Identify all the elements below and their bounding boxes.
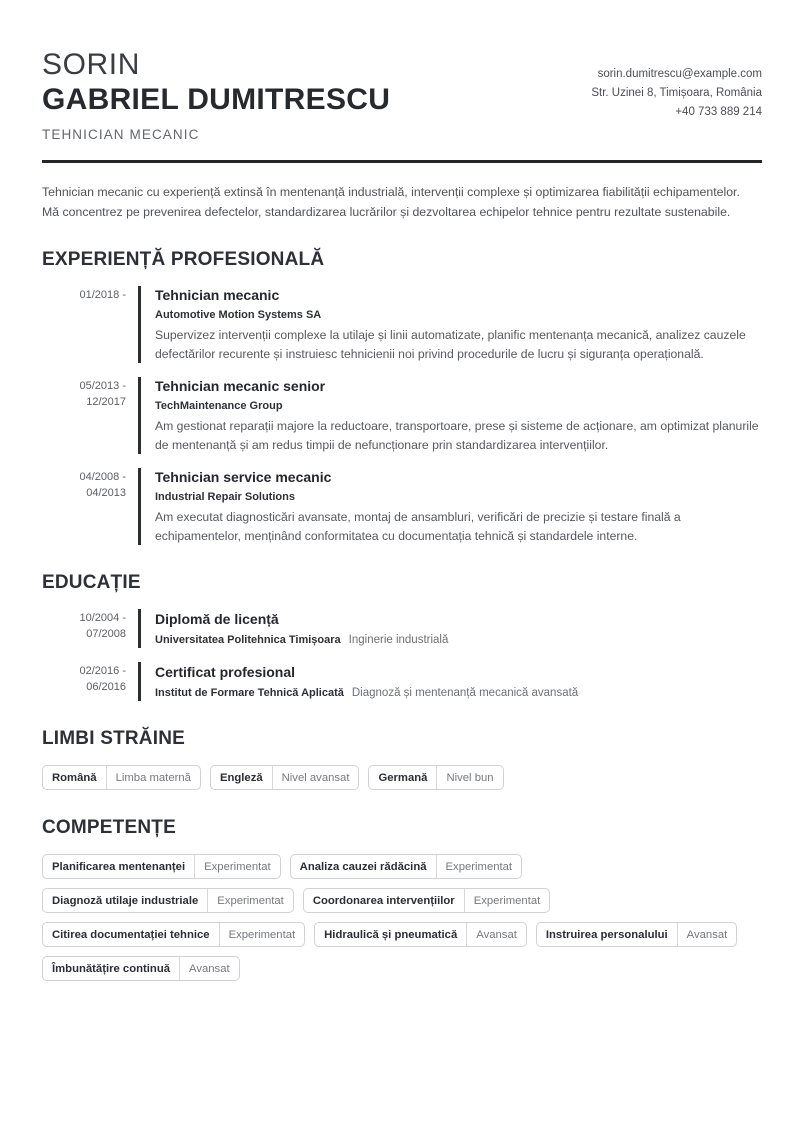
education-entry (42, 662, 762, 701)
experience-entry (42, 468, 762, 545)
professional-summary: Tehnician mecanic cu experiență extinsă în mentenanță industrială, intervenții complexe și optimizarea fiabilității echipamentelor. Mă concentrez pe prevenirea defectelor, standardizarea lucrărilor și dezvoltarea echipelor tehnice pentru rezultate sustenabile. (42, 185, 740, 219)
skill-name: Diagnoză utilaje industriale (52, 894, 199, 907)
education-field: Inginerie industrială (348, 634, 449, 646)
skill-name: Citirea documentației tehnice (52, 928, 210, 941)
experience-entry (42, 377, 762, 454)
date-start: 02/2016 - (79, 665, 126, 677)
education-institution: Institut de Formare Tehnică Aplicată (155, 687, 344, 699)
resume-header (42, 0, 762, 144)
section-languages (42, 727, 762, 790)
entry-role: Tehnician service mecanic (155, 469, 332, 485)
skill-level: Avansat (677, 923, 737, 946)
language-level: Limba maternă (106, 766, 200, 789)
timeline-bar (138, 468, 141, 545)
entry-dates (42, 609, 138, 648)
section-title-experience: EXPERIENȚĂ PROFESIONALĂ (42, 249, 325, 270)
language-name: Germană (378, 771, 428, 784)
entry-description: Supervizez intervenții complexe la utilaje și linii automatizate, planific mentenanța mecanică, analizez cauzele defectărilor recurente și instruiesc tehnicienii noi privind procedurile de lucru și siguranța operațională. (155, 328, 746, 361)
education-field: Diagnoză și mentenanță mecanică avansată (351, 687, 579, 699)
date-end: 12/2017 (86, 395, 126, 408)
timeline-bar (138, 286, 141, 363)
language-pill-row (42, 765, 762, 790)
skill-pill (303, 888, 550, 913)
section-title-languages: LIMBI STRĂINE (42, 728, 185, 749)
experience-entry (42, 286, 762, 363)
entry-dates (42, 377, 138, 454)
skill-level: Experimentat (464, 889, 550, 912)
education-entry (42, 609, 762, 648)
skill-level: Avansat (179, 957, 239, 980)
section-title-education: EDUCAȚIE (42, 572, 141, 593)
language-name: Engleză (219, 771, 263, 784)
entry-body (155, 377, 762, 454)
skill-pill (42, 888, 294, 913)
language-pill (368, 765, 503, 790)
skill-pill (42, 922, 305, 947)
entry-dates (42, 468, 138, 545)
language-pill (210, 765, 360, 790)
language-name: Română (52, 771, 97, 784)
contact-address: Str. Uzinei 8, Timișoara, România (591, 87, 762, 99)
skill-name: Analiza cauzei rădăcină (299, 860, 427, 873)
section-education (42, 571, 762, 701)
job-title: TEHNICIAN MECANIC (42, 127, 200, 142)
contact-phone: +40 733 889 214 (675, 106, 762, 118)
skill-pill-row (42, 854, 762, 981)
skill-name: Coordonarea intervențiilor (312, 894, 455, 907)
skill-name: Instruirea personalului (545, 928, 668, 941)
last-name: GABRIEL DUMITRESCU (42, 83, 391, 116)
skill-pill (42, 854, 281, 879)
contact-email: sorin.dumitrescu@example.com (597, 68, 762, 80)
language-pill (42, 765, 201, 790)
education-degree: Certificat profesional (155, 664, 296, 680)
timeline-bar (138, 609, 141, 648)
identity-block (42, 48, 591, 144)
skill-name: Hidraulică și pneumatică (324, 928, 458, 941)
entry-organization: Industrial Repair Solutions (155, 491, 295, 503)
skill-pill (290, 854, 522, 879)
education-institution: Universitatea Politehnica Timișoara (155, 634, 341, 646)
skill-name: Planificarea mentenanței (52, 860, 186, 873)
entry-organization: TechMaintenance Group (155, 400, 283, 412)
date-start: 04/2008 - (79, 471, 126, 483)
skill-pill (314, 922, 527, 947)
date-start: 05/2013 - (79, 380, 126, 392)
language-level: Nivel bun (436, 766, 502, 789)
language-level: Nivel avansat (272, 766, 359, 789)
skill-level: Experimentat (436, 855, 522, 878)
skill-pill (536, 922, 737, 947)
entry-dates (42, 286, 138, 363)
date-end: 06/2016 (86, 680, 126, 693)
section-title-skills: COMPETENȚE (42, 817, 176, 838)
education-degree: Diplomă de licență (155, 611, 279, 627)
skill-pill (42, 956, 240, 981)
entry-body (155, 286, 762, 363)
entry-description: Am executat diagnosticări avansate, montaj de ansambluri, verificări de precizie și testare finală a echipamentelor, menținând conformitatea cu documentația tehnică și standardele interne. (155, 510, 681, 543)
section-skills (42, 816, 762, 981)
date-start: 01/2018 - (79, 289, 126, 301)
timeline-bar (138, 662, 141, 701)
date-start: 10/2004 - (79, 612, 126, 624)
entry-role: Tehnician mecanic (155, 287, 280, 303)
skill-level: Experimentat (207, 889, 293, 912)
entry-organization: Automotive Motion Systems SA (155, 309, 322, 321)
header-divider (42, 160, 762, 163)
entry-description: Am gestionat reparații majore la reductoare, transportoare, prese și sisteme de acționare, am optimizat planurile de mentenanță și am redus timpii de nefuncționare prin standardizarea intervențiilor. (155, 419, 759, 452)
first-name: SORIN (42, 48, 141, 81)
entry-body (155, 662, 762, 701)
entry-body (155, 468, 762, 545)
skill-level: Avansat (466, 923, 526, 946)
date-end: 07/2008 (86, 627, 126, 640)
timeline-bar (138, 377, 141, 454)
skill-name: Îmbunătățire continuă (52, 962, 170, 975)
section-experience (42, 248, 762, 545)
entry-role: Tehnician mecanic senior (155, 378, 326, 394)
entry-body (155, 609, 762, 648)
education-detail-line (155, 685, 762, 701)
education-detail-line (155, 632, 762, 648)
skill-level: Experimentat (219, 923, 305, 946)
entry-dates (42, 662, 138, 701)
contact-block (591, 48, 762, 122)
skill-level: Experimentat (194, 855, 280, 878)
date-end: 04/2013 (86, 486, 126, 499)
